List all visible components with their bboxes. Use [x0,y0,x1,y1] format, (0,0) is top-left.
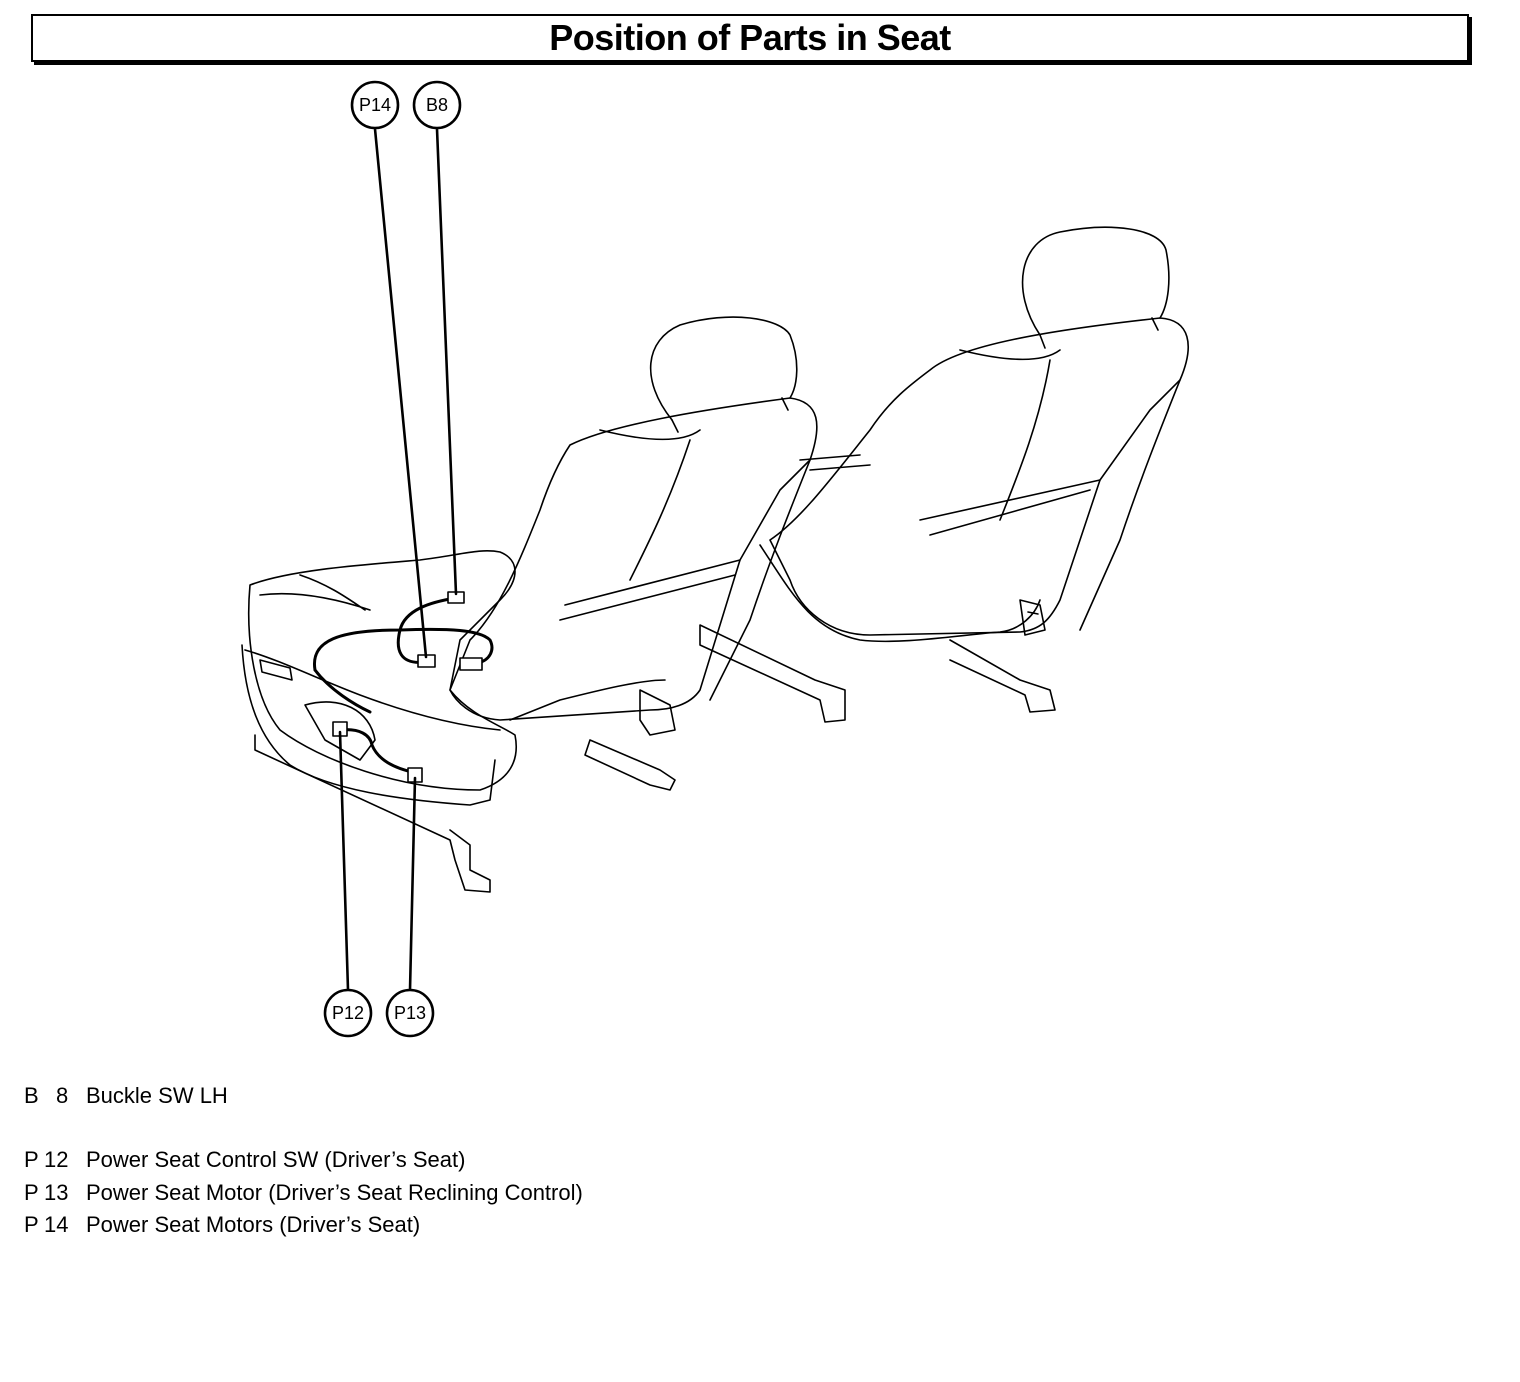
legend-description: Power Seat Motors (Driver’s Seat) [86,1212,421,1237]
callout-b8 [414,82,460,128]
connectors [333,592,482,782]
legend-prefix: P [24,1180,39,1205]
passenger-cushion [760,545,1040,641]
passenger-headrest-post [1040,318,1158,348]
driver-backrest [450,398,817,720]
legend-number: 8 [56,1083,69,1108]
legend-prefix: P [24,1212,39,1237]
legend-code [24,1147,86,1173]
passenger-backrest [770,318,1188,635]
driver-rail-left [255,735,490,892]
driver-seat [242,317,817,892]
legend-item-p14 [24,1212,420,1238]
leader-lines [340,129,456,990]
legend-code [24,1180,86,1206]
callout-p14 [352,82,398,128]
page-title: Position of Parts in Seat [549,17,951,58]
legend-code [24,1083,86,1109]
legend-description: Buckle SW LH [86,1083,228,1108]
callout-label: P14 [358,95,392,115]
callout-p12 [325,990,371,1036]
legend-number: 12 [44,1147,69,1172]
legend-number: 13 [44,1180,69,1205]
callout-label: B8 [425,95,449,115]
driver-headrest [651,317,797,420]
legend-number: 14 [44,1212,69,1237]
legend-item-p13 [24,1180,583,1206]
legend-prefix: P [24,1147,39,1172]
p14-connector-2 [460,658,482,670]
legend-item-b8 [24,1083,228,1109]
callout-p13 [387,990,433,1036]
legend-code [24,1212,86,1238]
legend-description: Power Seat Control SW (Driver’s Seat) [86,1147,466,1172]
callout-label: P13 [393,1003,427,1023]
passenger-seat [700,227,1188,722]
passenger-rail-right [950,640,1055,712]
legend-item-p12 [24,1147,465,1173]
callout-label: P12 [331,1003,365,1023]
legend-prefix: B [24,1083,39,1108]
legend-description: Power Seat Motor (Driver’s Seat Reclining Control) [86,1180,583,1205]
passenger-rail-left [700,625,845,722]
driver-seat-base [242,645,495,805]
